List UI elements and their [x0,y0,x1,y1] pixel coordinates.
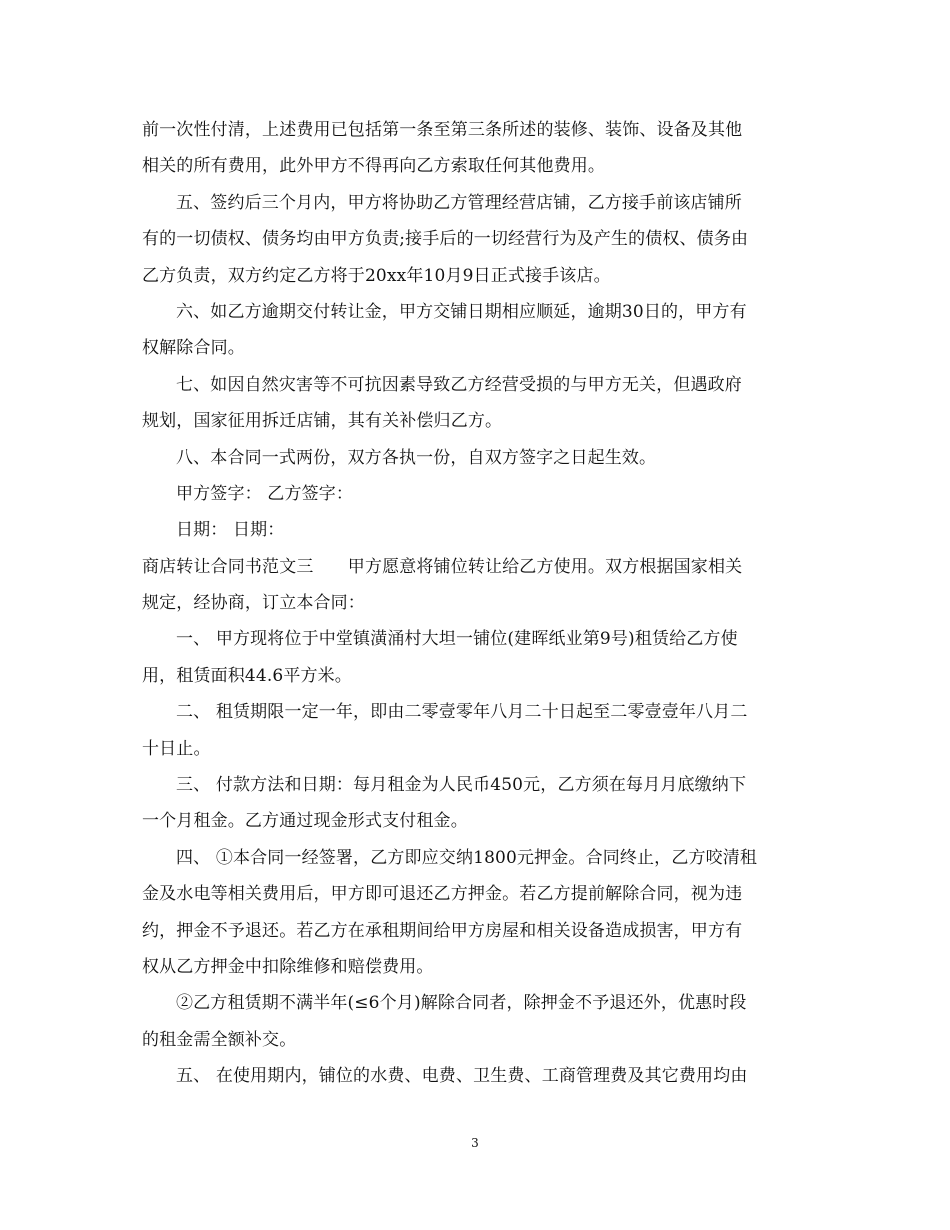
text-line: 甲方签字： 乙方签字： [176,483,354,504]
text-line: 八、本合同一式两份，双方各执一份，自双方签字之日起生效。 [176,447,657,468]
text-line: 一个月租金。乙方通过现金形式支付租金。 [142,811,468,832]
document-body [142,112,807,1095]
text-line: 十日止。 [142,738,211,759]
text-line: 五、 在使用期内，铺位的水费、电费、卫生费、工商管理费及其它费用均由 [176,1066,748,1087]
text-line: 规划，国家征用拆迁店铺，其有关补偿归乙方。 [142,411,503,432]
text-line: 七、如因自然灾害等不可抗因素导致乙方经营受损的与甲方无关，但遇政府 [176,374,742,395]
page-number: 3 [471,1136,479,1150]
text-line: 乙方负责，双方约定乙方将于20xx年10月9日正式接手该店。 [142,265,611,286]
text-line: 金及水电等相关费用后，甲方即可退还乙方押金。若乙方提前解除合同，视为违 [142,884,743,905]
text-line: 三、 付款方法和日期：每月租金为人民币450元，乙方须在每月月底缴纳下 [176,775,747,796]
text-line: 有的一切债权、债务均由甲方负责;接手后的一切经营行为及产生的债权、债务由 [142,229,749,250]
text-line: 四、 ①本合同一经签署，乙方即应交纳1800元押金。合同终止，乙方咬清租 [176,847,758,868]
text-line: 前一次性付清，上述费用已包括第一条至第三条所述的装修、装饰、设备及其他 [142,120,743,140]
text-line: 商店转让合同书范文三 甲方愿意将铺位转让给乙方使用。双方根据国家相关 [142,556,743,577]
text-line: 用，租赁面积44.6平方米。 [142,665,352,686]
text-line: 相关的所有费用，此外甲方不得再向乙方索取任何其他费用。 [142,156,606,177]
text-line: 的租金需全额补交。 [142,1029,297,1050]
text-line: 约，押金不予退还。若乙方在承租期间给甲方房屋和相关设备造成损害，甲方有 [142,920,743,941]
text-line: 规定，经协商，订立本合同： [142,593,365,614]
text-line: 日期： 日期： [176,520,285,541]
text-line: 五、签约后三个月内，甲方将协助乙方管理经营店铺，乙方接手前该店铺所 [176,192,742,213]
text-line: 六、如乙方逾期交付转让金，甲方交铺日期相应顺延，逾期30日的，甲方有 [176,301,747,322]
text-line: 二、 租赁期限一定一年，即由二零壹零年八月二十日起至二零壹壹年八月二 [176,702,748,723]
text-line: 权从乙方押金中扣除维修和赔偿费用。 [142,956,434,977]
text-line: 权解除合同。 [142,338,245,359]
text-line: 一、 甲方现将位于中堂镇潢涌村大坦一铺位(建晖纸业第9号)租赁给乙方使 [176,629,738,650]
text-line: ②乙方租赁期不满半年(≤6个月)解除合同者，除押金不予退还外，优惠时段 [176,993,747,1014]
